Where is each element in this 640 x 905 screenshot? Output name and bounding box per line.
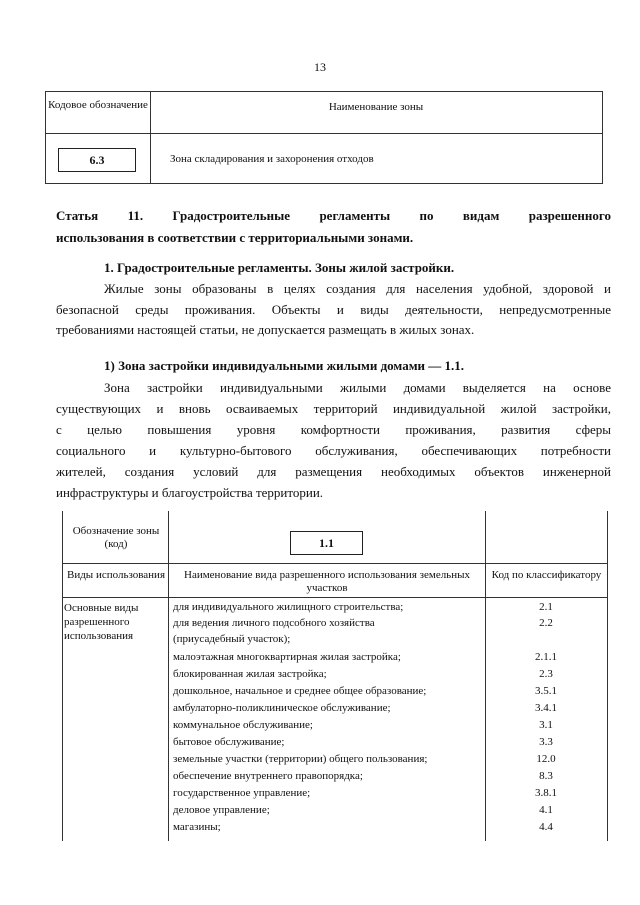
section-heading: 1. Градостроительные регламенты. Зоны жилой застройки. <box>104 260 455 275</box>
zone-heading: 1) Зона застройки индивидуальными жилыми домами — 1.1. <box>104 358 465 373</box>
table-row-code: 3.3 <box>539 736 553 748</box>
table-row-code: 2.3 <box>539 668 553 680</box>
table-border <box>62 597 608 598</box>
table-row-name: магазины; <box>173 821 221 833</box>
zone-usage-table <box>62 511 608 841</box>
table-row-code: 3.1 <box>539 719 553 731</box>
designation-label: Обозначение зоны (код) <box>72 525 160 550</box>
table-row-name: бытовое обслуживание; <box>173 736 285 748</box>
col-header-code: Кодовое обозначение <box>48 99 148 111</box>
zone-paragraph-line: инфраструктуры и благоустройства территории. <box>56 485 324 500</box>
table-row-code: 4.1 <box>539 804 553 816</box>
zone-code-table <box>45 91 603 184</box>
table-row-name: обеспечение внутреннего правопорядка; <box>173 770 363 782</box>
table-row-name: коммунальное обслуживание; <box>173 719 313 731</box>
table-row-name: государственное управление; <box>173 787 311 799</box>
table-row-name: блокированная жилая застройка; <box>173 668 327 680</box>
table-divider <box>46 133 602 134</box>
table-row-name: земельные участки (территории) общего пользования; <box>173 753 428 765</box>
article-title-line2: использования в соответствии с территориальными зонами. <box>56 230 414 245</box>
col-header-classifier-code: Код по классификатору <box>491 569 602 581</box>
zone-paragraph-line: жителей, создания условий для размещения необходимых объектов инженерной <box>56 464 611 479</box>
table-row-code: 3.5.1 <box>535 685 557 697</box>
zone-paragraph-line: с целью повышения уровня комфортности проживания, развития сферы <box>56 422 611 437</box>
table-row-name-cont: (приусадебный участок); <box>173 633 291 645</box>
table-row-code: 2.1.1 <box>535 651 557 663</box>
table-row-name: малоэтажная многоквартирная жилая застройка; <box>173 651 401 663</box>
table-row-code: 3.4.1 <box>535 702 557 714</box>
table-border <box>168 511 169 841</box>
zone-name: Зона складирования и захоронения отходов <box>170 153 374 165</box>
page-number: 13 <box>314 60 326 74</box>
table-border <box>62 563 608 564</box>
zone-paragraph-line: Зона застройки индивидуальными жилыми домами выделяется на основе <box>104 380 611 395</box>
zone-paragraph-line: социального и культурно-бытового обслуживания, обеспечивающих потребности <box>56 443 611 458</box>
table-row-name: для ведения личного подсобного хозяйства <box>173 617 375 629</box>
table-border <box>62 511 63 841</box>
section-paragraph-line: Жилые зоны образованы в целях создания для населения удобной, здоровой и <box>104 281 611 296</box>
table-row-name: деловое управление; <box>173 804 270 816</box>
table-row-code: 8.3 <box>539 770 553 782</box>
col-header-zone-name: Наименование зоны <box>328 101 424 113</box>
section-paragraph-line: требованиями настоящей статьи, не допускается размещать в жилых зонах. <box>56 322 475 337</box>
section-paragraph-line: безопасной среды проживания. Объекты и виды деятельности, непредусмотренные <box>56 302 611 317</box>
col-header-usage-type: Виды использования <box>66 569 166 581</box>
zone-paragraph-line: существующих и вновь осваиваемых территорий индивидуальной жилой застройки, <box>56 401 611 416</box>
col-header-usage-name: Наименование вида разрешенного использования земельных участков <box>184 569 470 594</box>
table-row-code: 2.1 <box>539 601 553 613</box>
zone-code-box: 6.3 <box>58 148 136 172</box>
designation-code-box: 1.1 <box>290 531 363 555</box>
table-row-code: 2.2 <box>539 617 553 629</box>
table-row-name: для индивидуального жилищного строительства; <box>173 601 404 613</box>
table-row-name: амбулаторно-поликлиническое обслуживание; <box>173 702 391 714</box>
group-label: Основные виды разрешенного использования <box>64 602 139 642</box>
table-border <box>607 511 608 841</box>
article-title-line1: Статья 11. Градостроительные регламенты по видам разрешенного <box>56 208 611 223</box>
table-row-code: 4.4 <box>539 821 553 833</box>
table-row-name: дошкольное, начальное и среднее общее образование; <box>173 685 427 697</box>
table-row-code: 12.0 <box>536 753 556 765</box>
table-row-code: 3.8.1 <box>535 787 557 799</box>
